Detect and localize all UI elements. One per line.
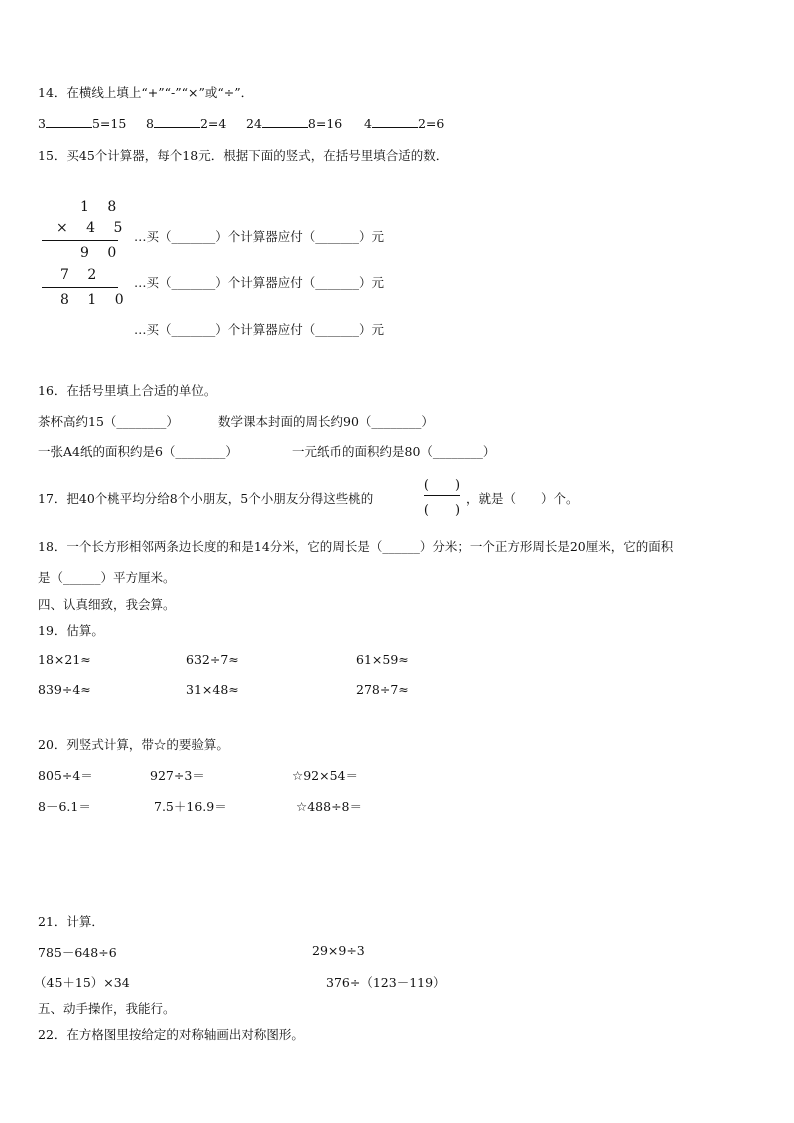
q21-item-2: 29×9÷3 (312, 943, 365, 958)
q17-text-after: ，就是（ ）个。 (466, 491, 579, 506)
q15-line-3: …买（_______）个计算器应付（_______）元 (134, 322, 385, 337)
q22-title: 22．在方格图里按给定的对称轴画出对称图形。 (38, 1027, 304, 1042)
q14-blank-1[interactable] (46, 115, 92, 128)
q15-title: 15．买45个计算器，每个18元．根据下面的竖式，在括号里填合适的数． (38, 148, 449, 163)
q18-line-1: 18．一个长方形相邻两条边长度的和是14分米，它的周长是（______）分米；一个正方形周长是20厘米，它的面积 (38, 539, 674, 554)
q19-item-6: 278÷7≈ (356, 682, 409, 697)
vertical-line-2 (42, 287, 118, 288)
q14-item-4-left: 4 (364, 116, 372, 131)
vertical-line-1 (42, 240, 118, 241)
q16-title: 16．在括号里填上合适的单位。 (38, 383, 217, 398)
q15-line-1: …买（_______）个计算器应付（_______）元 (134, 229, 385, 244)
q19-item-2: 632÷7≈ (186, 652, 239, 667)
q18-line-2: 是（______）平方厘米。 (38, 570, 176, 585)
q14-item-3-right: 8=16 (307, 116, 343, 131)
q14-item-4-right: 2=6 (417, 116, 445, 131)
q15-line-2: …买（_______）个计算器应付（_______）元 (134, 275, 385, 290)
q16-row2b: 一元纸币的面积约是80（________） (292, 444, 496, 459)
q14-title: 14．在横线上填上“+”“-”“×”或“÷”． (38, 85, 254, 100)
section-5-heading: 五、动手操作，我能行。 (38, 1001, 176, 1016)
q19-item-4: 839÷4≈ (38, 682, 91, 697)
q17-text-before: 17．把40个桃平均分给8个小朋友，5个小朋友分得这些桃的 (38, 491, 374, 506)
q14-item-1-right: 5=15 (91, 116, 127, 131)
q14-blank-3[interactable] (262, 115, 308, 128)
q16-row1a: 茶杯高约15（________） (38, 414, 179, 429)
q14-item-2-right: 2=4 (199, 116, 227, 131)
q17-fraction (422, 474, 462, 518)
q21-item-1: 785－648÷6 (38, 945, 117, 960)
vertical-row-5: 8 1 0 (60, 292, 131, 308)
q17-fraction-numerator[interactable]: ( ) (423, 478, 461, 493)
q14-item-1-left: 3 (38, 116, 46, 131)
q20-item-2: 927÷3＝ (150, 768, 205, 783)
q16-row1b: 数学课本封面的周长约90（________） (218, 414, 434, 429)
q19-item-1: 18×21≈ (38, 652, 91, 667)
q16-row2a: 一张A4纸的面积约是6（________） (38, 444, 238, 459)
q20-item-4: 8－6.1＝ (38, 799, 91, 814)
vertical-row-2: × 4 5 (56, 220, 130, 236)
vertical-row-1: 1 8 (80, 199, 124, 215)
q17-fraction-denominator[interactable]: ( ) (423, 503, 461, 518)
q14-blank-2[interactable] (154, 115, 200, 128)
q19-item-5: 31×48≈ (186, 682, 239, 697)
q19-item-3: 61×59≈ (356, 652, 409, 667)
vertical-row-4: 7 2 (60, 267, 104, 283)
q20-item-6: ☆488÷8＝ (296, 799, 362, 814)
q21-title: 21．计算． (38, 914, 104, 929)
q14-item-3-left: 24 (246, 116, 262, 131)
q19-title: 19．估算。 (38, 623, 104, 638)
q14-item-2 (146, 115, 226, 131)
q20-item-3: ☆92×54＝ (292, 768, 358, 783)
q14-item-1 (38, 115, 126, 131)
q17-fraction-bar (424, 495, 460, 496)
q20-item-5: 7.5＋16.9＝ (154, 799, 227, 814)
q14-blank-4[interactable] (372, 115, 418, 128)
q21-item-3: （45＋15）×34 (34, 975, 130, 990)
q20-item-1: 805÷4＝ (38, 768, 93, 783)
q14-item-3 (246, 115, 342, 131)
vertical-row-3: 9 0 (80, 245, 124, 261)
section-4-heading: 四、认真细致，我会算。 (38, 597, 176, 612)
q20-title: 20．列竖式计算，带☆的要验算。 (38, 737, 229, 752)
q14-item-4 (364, 115, 444, 131)
q21-item-4: 376÷（123－119） (326, 975, 446, 990)
q14-item-2-left: 8 (146, 116, 154, 131)
